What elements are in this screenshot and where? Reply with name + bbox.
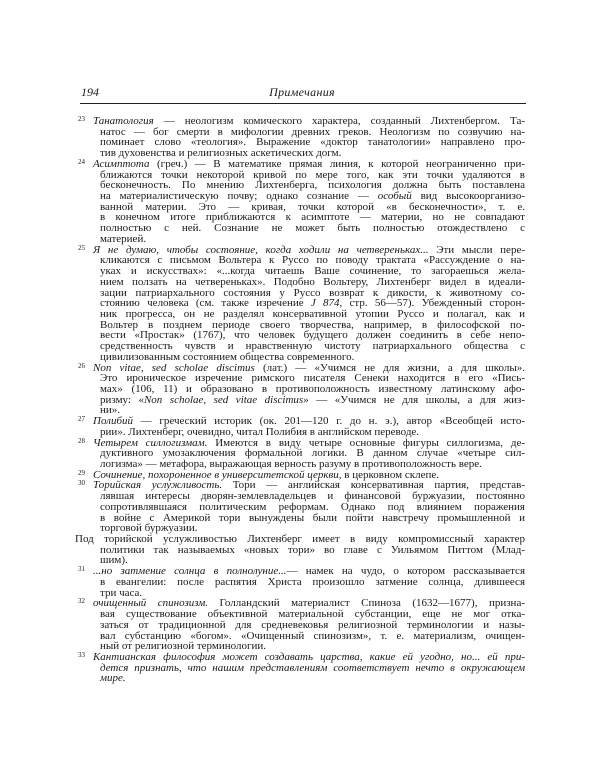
text-line: Сочинение, похороненное в университетской церкви, в церковном склепе. xyxy=(93,468,439,481)
footnote-number: 33 xyxy=(78,650,85,659)
text-line: Асимптота (греч.) — В математике прямая линия, к которой неограниченно при- xyxy=(93,157,525,170)
italic-term: Торийская услужливость. xyxy=(93,479,223,492)
text-line: Non vitae, sed scholae discimus (лат.) — «Учимся не для жизни, а для школы». xyxy=(93,361,525,374)
footnote-number: 23 xyxy=(78,115,85,123)
footnote-number: 26 xyxy=(78,361,85,370)
italic-term: особый xyxy=(377,190,412,203)
footnote-30 xyxy=(0,480,600,534)
text-line: материей. xyxy=(100,232,147,245)
text-line: лявшая интересы дворян-землевладельцев и финансовой буржуазии, постоянно xyxy=(100,490,525,503)
footnote-31 xyxy=(0,566,600,598)
paragraph xyxy=(0,534,600,566)
text-line: поминает слово «теология». Выражение «доктор танатологии» направлено про- xyxy=(100,136,525,149)
footnote-24 xyxy=(0,159,600,245)
text-line: стоянию человека (см. также изречение J 874, стр. 56—57). Убежденный сторон- xyxy=(100,297,525,310)
text-line: в войне с Америкой тори вынуждены были пойти навстречу промышленной и xyxy=(100,511,525,524)
footnote-number: 28 xyxy=(78,436,85,445)
text-line xyxy=(100,673,525,684)
text-line: цивилизованным состоянием общества современного. xyxy=(100,350,355,363)
text-line: Полибий — греческий историк (ок. 201—120 г. до н. э.), автор «Всеобщей исто- xyxy=(93,415,525,428)
text-line: сопротивлявшаяся политическим реформам. Однако под влиянием поражения xyxy=(100,500,525,513)
footnote-27 xyxy=(0,416,600,437)
italic-term: Танатология xyxy=(93,115,154,127)
footnote-number: 25 xyxy=(78,243,85,252)
text-line: рии». Лихтенберг, очевидно, читал Полибия в английском переводе. xyxy=(100,425,420,438)
footnote-number: 31 xyxy=(78,565,85,574)
text-line: ни». xyxy=(100,404,121,417)
text-line: заться от традиционной для средневековья религиозной терминологии и назы- xyxy=(100,618,525,631)
footnote-23 xyxy=(0,116,600,159)
text-line: в конечном итоге приближаются к асимптоте — материи, но не совпадают xyxy=(100,211,525,224)
text-line: ный от религиозной терминологии. xyxy=(100,640,266,653)
running-title: Примечания xyxy=(269,85,335,99)
text-line: Танатология — неологизм комического характера, созданный Лихтенбергом. Та- xyxy=(93,115,525,127)
footnote-28 xyxy=(0,438,600,470)
text-line: вая существование объективной материальной субстанции, еще не мог отка- xyxy=(100,608,525,621)
text-line: логизма» — метафора, выражающая верность разуму в противоположность вере. xyxy=(100,458,482,470)
italic-term: дется признать, что нашим представлениям соответствует нечто в окружающем xyxy=(100,661,525,674)
text-line: дуктивного умозаключения формальной логики. В данном случае «четыре сил- xyxy=(100,447,525,460)
text-line: кликаются с письмом Вольтера к Руссо по поводу трактата «Рассуждение о на- xyxy=(100,254,525,267)
text-line: ближаются точки некоторой кривой по мере того, как эти точки удаляются в xyxy=(100,168,525,181)
text-line: бесконечность. По мнению Лихтенберга, психология должна быть поставлена xyxy=(100,179,525,192)
italic-term: Сочинение, похороненное в университетской церкви xyxy=(93,468,339,481)
text-line: средственность чувств и нравственную чистоту патриархального общества с xyxy=(100,340,525,353)
footnote-number: 24 xyxy=(78,157,85,166)
text-line: натос — бог смерти в мифологии древних греков. Неологизм по созвучию на- xyxy=(100,125,525,138)
italic-term: ...но затмение солнца в полнолуние... xyxy=(93,565,287,578)
text-line: Четырем силлогизмам. Имеются в виду четыре основные фигуры силлогизма, де- xyxy=(93,436,526,449)
text-line: вести «Простак» (1767), что человек будущего должен соединить в себе непо- xyxy=(100,329,525,342)
italic-term: Non vitae, sed scholae discimus xyxy=(93,361,255,374)
text-line: Это ироническое изречение римского писателя Сенеки находится в его «Пись- xyxy=(100,372,525,385)
text-line: политики так называемых «новых тори» во главе с Уильямом Питтом (Млад- xyxy=(100,543,525,556)
text-line: ванной материи. Это — кривая, точки которой «в бесконечности», т. е. xyxy=(100,200,525,213)
text-line: ризму: «Non scholae, sed vitae discimus» — «Учимся не для школы, а для жиз- xyxy=(100,393,525,406)
text-line: Торийская услужливость. Тори — английская консервативная партия, представ- xyxy=(93,479,525,492)
text-line: торговой буржуазии. xyxy=(100,522,198,535)
text-line: тив духовенства и религиозных аскетических догм. xyxy=(100,147,342,160)
italic-term: Кантианская философия может создавать царства, какие ей угодно, но... ей при- xyxy=(93,650,525,663)
italic-term: мире. xyxy=(100,672,126,685)
text-line: уках и искусствах»: «...когда читаешь Ваше сочинение, то загораешься жела- xyxy=(100,265,525,278)
notes-list xyxy=(0,116,600,684)
footnote-32 xyxy=(0,598,600,652)
italic-term: Асимптота xyxy=(93,157,150,170)
footnote-number: 30 xyxy=(78,479,85,488)
text-line: ник прогресса, он не разделял консервативной утопии Руссо и полагал, как и xyxy=(100,307,525,320)
text-line: шим). xyxy=(100,554,128,567)
italic-term: Полибий xyxy=(93,415,133,428)
text-line: зации патриархального состояния у Руссо возврат к дикости, к животному со- xyxy=(100,286,525,299)
text-line: Под торийской услужливостью Лихтенберг имеет в виду компромиссный характер xyxy=(75,533,525,546)
italic-term: J 874 xyxy=(310,297,340,310)
text-line: полностью с ней. Сознание не может быть полностью отождествлено с xyxy=(100,222,525,235)
italic-term: Я не думаю, чтобы состояние, когда ходили на четвереньках... xyxy=(93,243,429,256)
footnote-number: 32 xyxy=(78,597,85,606)
page-number: 194 xyxy=(81,85,99,99)
text-line: на материалистическую почву; однако сознание — особый вид высокоорганизо- xyxy=(100,190,526,203)
footnote-33 xyxy=(0,652,600,684)
italic-term: Четырем силлогизмам. xyxy=(93,436,208,449)
text-line: в евангелии: после распятия Христа произошло затмение солнца, длившееся xyxy=(100,575,525,588)
text-line: нием ползать на четвереньках». Подобно Вольтеру, Лихтенберг видел в идеали- xyxy=(100,275,525,288)
header-rule xyxy=(80,103,526,104)
footnote-25 xyxy=(0,245,600,363)
text-line: очищенный спинозизм. Голландский материалист Спиноза (1632—1677), призна- xyxy=(93,597,525,610)
text-line: Вольтер в позднем периоде своего творчества, например, в философской по- xyxy=(100,318,525,331)
italic-term: Non scholae, sed vitae discimus xyxy=(143,393,304,406)
text-line xyxy=(100,663,525,674)
text-line: мах» (106, 11) и образовано в противоположность известному латинскому афо- xyxy=(100,382,525,395)
text-line: вал субстанцию «богом». «Очищенный спинозизм», т. е. материализм, очищен- xyxy=(100,629,525,642)
footnote-number: 29 xyxy=(78,468,85,477)
footnote-number: 27 xyxy=(78,415,85,424)
text-line: ...но затмение солнца в полнолуние...— намек на чудо, о котором рассказывается xyxy=(93,565,525,578)
italic-term: очищенный спинозизм. xyxy=(93,597,209,610)
text-line: Я не думаю, чтобы состояние, когда ходили на четвереньках... Эти мысли пере- xyxy=(93,243,525,256)
text-line: три часа. xyxy=(100,586,143,599)
footnote-26 xyxy=(0,363,600,417)
